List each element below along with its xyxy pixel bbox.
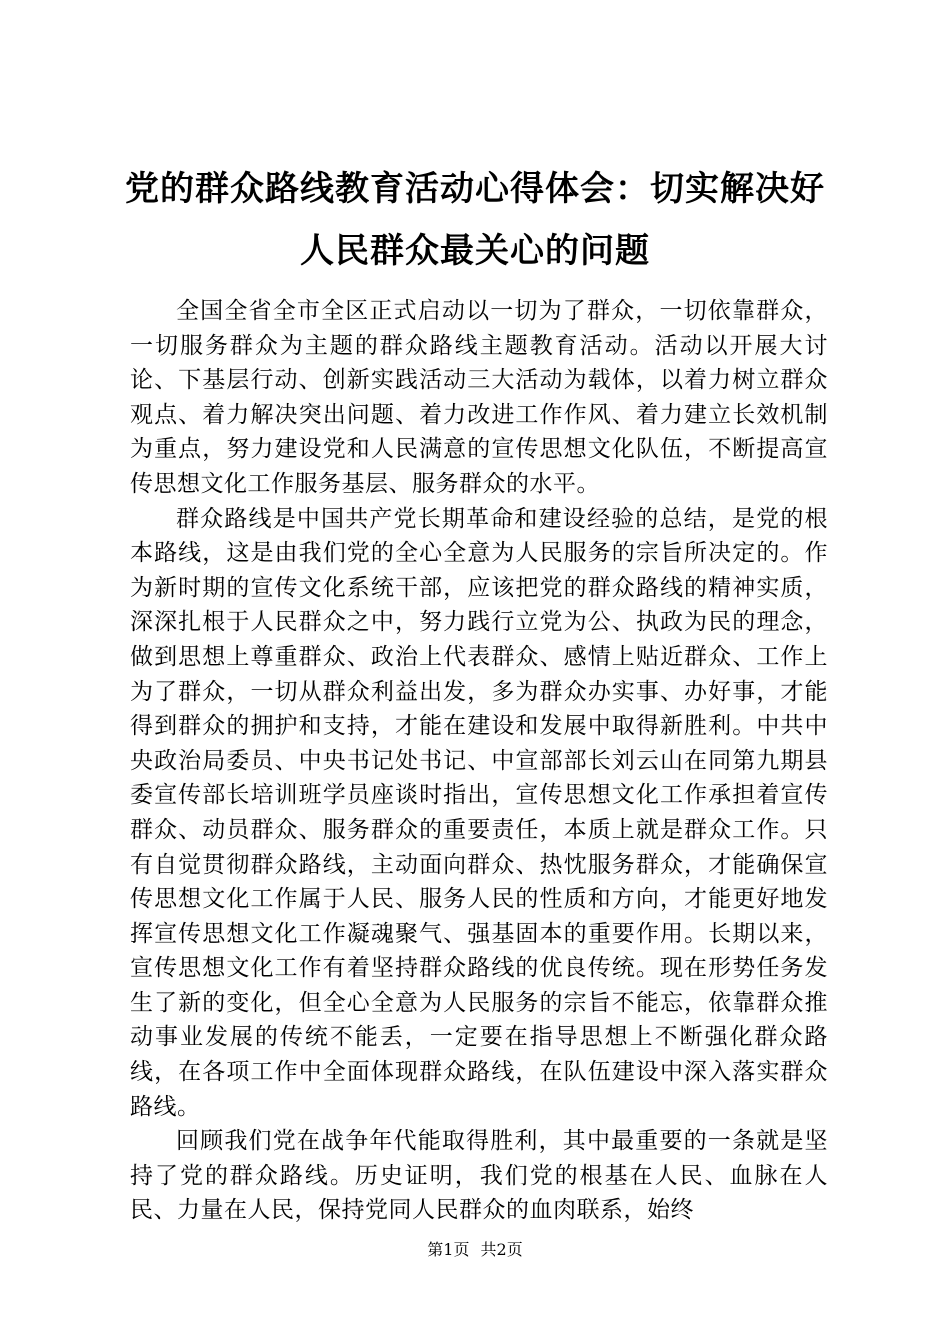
page-title — [120, 158, 830, 282]
document-body — [130, 294, 828, 1228]
page-number-current: 第1页 — [427, 1240, 470, 1259]
paragraph-2: 群众路线是中国共产党长期革命和建设经验的总结，是党的根本路线，这是由我们党的全心全意为人民服务的宗旨所决定的。作为新时期的宣传文化系统干部，应该把党的群众路线的精神实质，深深扎根于人民群众之中，努力践行立党为公、执政为民的理念，做到思想上尊重群众、政治上代表群众、感情上贴近群众、工作上为了群众，一切从群众利益出发，多为群众办实事、办好事，才能得到群众的拥护和支持，才能在建设和发展中取得新胜利。中共中央政治局委员、中央书记处书记、中宣部部长刘云山在同第九期县委宣传部长培训班学员座谈时指出，宣传思想文化工作承担着宣传群众、动员群众、服务群众的重要责任，本质上就是群众工作。只有自觉贯彻群众路线，主动面向群众、热忱服务群众，才能确保宣传思想文化工作属于人民、服务人民的性质和方向，才能更好地发挥宣传思想文化工作凝魂聚气、强基固本的重要作用。长期以来，宣传思想文化工作有着坚持群众路线的优良传统。现在形势任务发生了新的变化，但全心全意为人民服务的宗旨不能忘，依靠群众推动事业发展的传统不能丢，一定要在指导思想上不断强化群众路线，在各项工作中全面体现群众路线，在队伍建设中深入落实群众路线。 — [130, 505, 828, 1120]
paragraph-3: 回顾我们党在战争年代能取得胜利，其中最重要的一条就是坚持了党的群众路线。历史证明，我们党的根基在人民、血脉在人民、力量在人民，保持党同人民群众的血肉联系，始终 — [130, 1128, 828, 1224]
title-line-2: 人民群众最关心的问题 — [300, 231, 650, 271]
paragraph-1: 全国全省全市全区正式启动以一切为了群众，一切依靠群众，一切服务群众为主题的群众路线主题教育活动。活动以开展大讨论、下基层行动、创新实践活动三大活动为载体，以着力树立群众观点、着力解决突出问题、着力改进工作作风、着力建立长效机制为重点，努力建设党和人民满意的宣传思想文化队伍，不断提高宣传思想文化工作服务基层、服务群众的水平。 — [130, 298, 828, 497]
page-footer — [0, 1240, 950, 1260]
page-number-total: 共2页 — [480, 1240, 523, 1259]
title-line-1: 党的群众路线教育活动心得体会：切实解决好 — [125, 169, 825, 209]
